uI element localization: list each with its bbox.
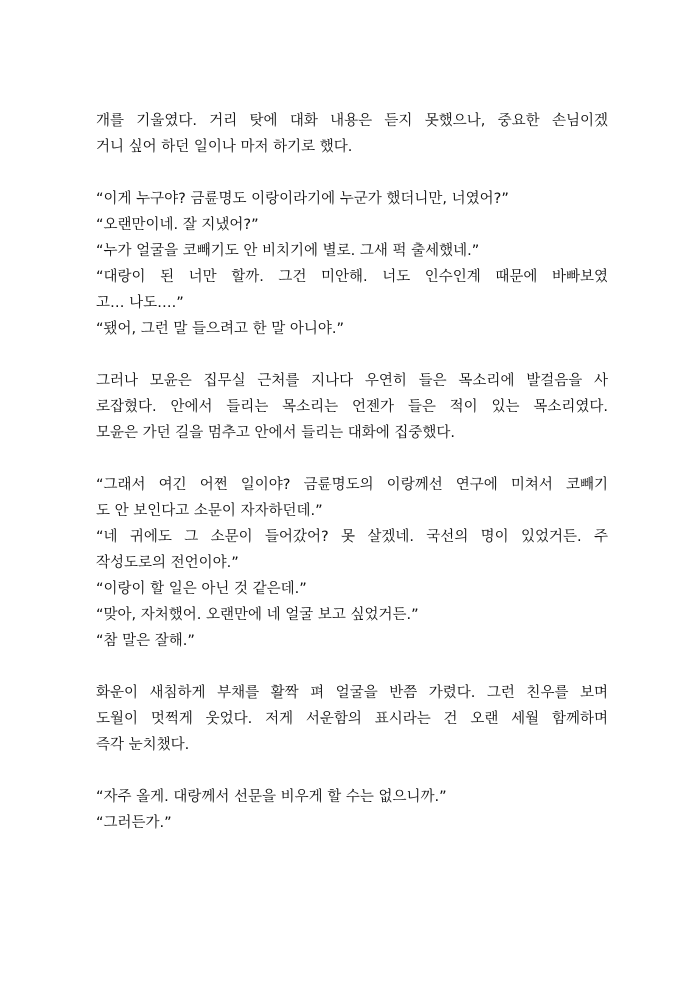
dialogue-line: “오랜만이네. 잘 지냈어?”: [96, 217, 259, 233]
dialogue-line: “맞아, 자처했어. 오랜만에 네 얼굴 보고 싶었거든.”: [96, 607, 419, 623]
dialogue-line: 도 안 보인다고 소문이 자자하던데.”: [96, 503, 323, 519]
dialogue-line: “대랑이 된 너만 할까. 그건 미안해. 너도 인수인계 때문에 바빠보였: [96, 269, 608, 285]
dialogue-line: “이게 누구야? 금륜명도 이랑이라기에 누군가 했더니만, 너였어?”: [96, 191, 509, 207]
text-line: 로잡혔다. 안에서 들리는 목소리는 언젠가 들은 적이 있는 목소리였다.: [96, 399, 608, 415]
paragraph: [96, 108, 608, 160]
dialogue-line: 고… 나도….”: [96, 295, 184, 311]
paragraph: [96, 680, 608, 758]
paragraph-gap: [96, 342, 608, 368]
paragraph: [96, 368, 608, 446]
text-line: 모윤은 가던 길을 멈추고 안에서 들리는 대화에 집중했다.: [96, 425, 456, 441]
paragraph-gap: [96, 160, 608, 186]
dialogue-line: “누가 얼굴을 코빼기도 안 비치기에 별로. 그새 퍽 출세했네.”: [96, 243, 480, 259]
dialogue-line: 작성도로의 전언이야.”: [96, 555, 239, 571]
dialogue-line: “이랑이 할 일은 아닌 것 같은데.”: [96, 581, 307, 597]
paragraph-gap: [96, 758, 608, 784]
body-text: [96, 108, 608, 836]
text-line: 화운이 새침하게 부채를 활짝 펴 얼굴을 반쯤 가렸다. 그런 친우를 보며: [96, 685, 608, 701]
dialogue-block: [96, 186, 608, 342]
text-line: 도월이 멋쩍게 웃었다. 저게 서운함의 표시라는 건 오랜 세월 함께하며: [96, 711, 608, 727]
dialogue-line: “됐어, 그런 말 들으려고 한 말 아니야.”: [96, 321, 344, 337]
dialogue-line: “참 말은 잘해.”: [96, 633, 195, 649]
text-line: 개를 기울였다. 거리 탓에 대화 내용은 듣지 못했으나, 중요한 손님이겠: [96, 113, 608, 129]
dialogue-line: “자주 올게. 대랑께서 선문을 비우게 할 수는 없으니까.”: [96, 789, 447, 805]
paragraph-gap: [96, 446, 608, 472]
dialogue-line: “네 귀에도 그 소문이 들어갔어? 못 살겠네. 국선의 명이 있었거든. 주: [96, 529, 608, 545]
dialogue-line: “그래서 여긴 어쩐 일이야? 금륜명도의 이랑께선 연구에 미쳐서 코빼기: [96, 477, 608, 493]
text-line: 즉각 눈치챘다.: [96, 737, 190, 753]
dialogue-line: “그러든가.”: [96, 815, 172, 831]
dialogue-block: [96, 472, 608, 654]
paragraph-gap: [96, 654, 608, 680]
text-line: 그러나 모윤은 집무실 근처를 지나다 우연히 들은 목소리에 발걸음을 사: [96, 373, 608, 389]
text-line: 거니 싶어 하던 일이나 마저 하기로 했다.: [96, 139, 353, 155]
dialogue-block: [96, 784, 608, 836]
